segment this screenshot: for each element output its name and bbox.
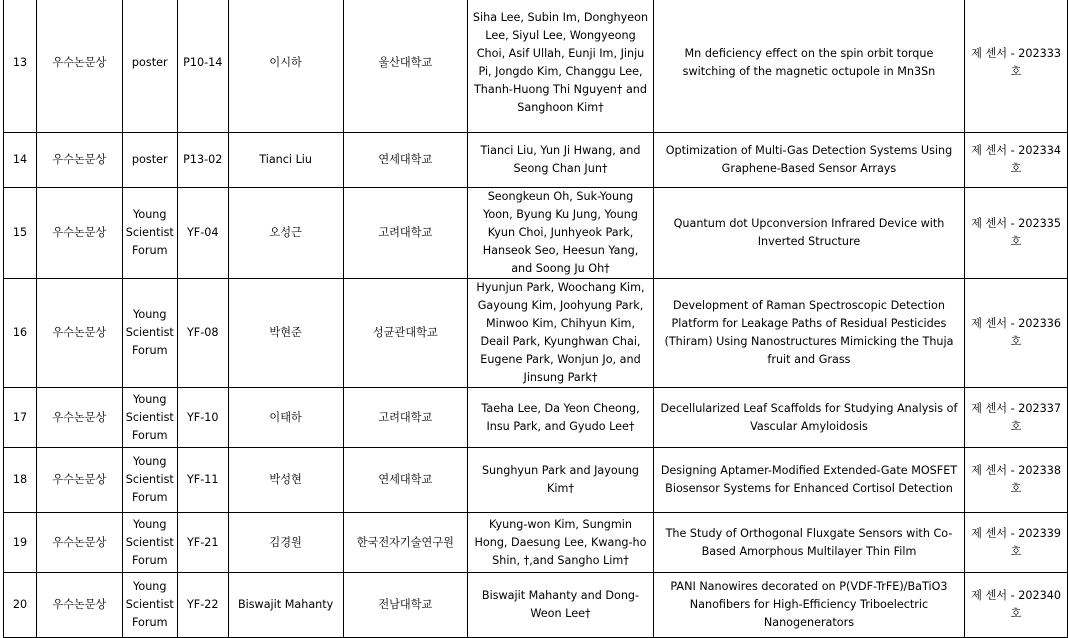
table-row — [4, 513, 1068, 573]
affiliation: 연세대학교 — [343, 133, 468, 188]
table-row — [4, 188, 1068, 279]
category: Young Scientist Forum — [122, 279, 177, 388]
table-row — [4, 448, 1068, 513]
award-type: 우수논문상 — [36, 0, 122, 133]
authors: Hyunjun Park, Woochang Kim, Gayoung Kim, Joohyung Park, Minwoo Kim, Chihyun Kim, Deail Park, Kyunghwan Chai, Eugene Park, Wonjun Jo, and Jinsung Park† — [468, 279, 654, 388]
row-number: 15 — [4, 188, 37, 279]
presenter-name: Biswajit Mahanty — [228, 573, 343, 638]
row-number: 13 — [4, 0, 37, 133]
authors: Kyung-won Kim, Sungmin Hong, Daesung Lee, Kwang-ho Shin, †,and Sangho Lim† — [468, 513, 654, 573]
award-type: 우수논문상 — [36, 388, 122, 448]
category: Young Scientist Forum — [122, 573, 177, 638]
registration-number: 제 센서 - 202338 호 — [965, 448, 1068, 513]
award-type: 우수논문상 — [36, 448, 122, 513]
awards-table-body — [4, 0, 1068, 638]
row-number: 19 — [4, 513, 37, 573]
category: Young Scientist Forum — [122, 188, 177, 279]
presenter-name: 오성근 — [228, 188, 343, 279]
category: Young Scientist Forum — [122, 448, 177, 513]
row-number: 18 — [4, 448, 37, 513]
authors: Tianci Liu, Yun Ji Hwang, and Seong Chan Jun† — [468, 133, 654, 188]
affiliation: 연세대학교 — [343, 448, 468, 513]
award-type: 우수논문상 — [36, 188, 122, 279]
table-row — [4, 573, 1068, 638]
paper-title: Decellularized Leaf Scaffolds for Studying Analysis of Vascular Amyloidosis — [653, 388, 964, 448]
table-row — [4, 279, 1068, 388]
registration-number: 제 센서 - 202336 호 — [965, 279, 1068, 388]
presenter-name: Tianci Liu — [228, 133, 343, 188]
presentation-code: P10-14 — [177, 0, 228, 133]
registration-number: 제 센서 - 202334 호 — [965, 133, 1068, 188]
authors: Seongkeun Oh, Suk-Young Yoon, Byung Ku Jung, Young Kyun Choi, Junhyeok Park, Hanseok Seo, Heesun Yang, and Soong Ju Oh† — [468, 188, 654, 279]
presenter-name: 이시하 — [228, 0, 343, 133]
award-type: 우수논문상 — [36, 279, 122, 388]
authors: Sunghyun Park and Jayoung Kim† — [468, 448, 654, 513]
affiliation: 고려대학교 — [343, 388, 468, 448]
presentation-code: YF-10 — [177, 388, 228, 448]
registration-number: 제 센서 - 202335 호 — [965, 188, 1068, 279]
category: poster — [122, 0, 177, 133]
presenter-name: 이태하 — [228, 388, 343, 448]
registration-number: 제 센서 - 202337 호 — [965, 388, 1068, 448]
registration-number: 제 센서 - 202340 호 — [965, 573, 1068, 638]
row-number: 17 — [4, 388, 37, 448]
affiliation: 고려대학교 — [343, 188, 468, 279]
presentation-code: YF-21 — [177, 513, 228, 573]
category: Young Scientist Forum — [122, 513, 177, 573]
authors: Biswajit Mahanty and Dong-Weon Lee† — [468, 573, 654, 638]
row-number: 20 — [4, 573, 37, 638]
paper-title: Development of Raman Spectroscopic Detection Platform for Leakage Paths of Residual Pesticides (Thiram) Using Nanostructures Mimicking the Thuja fruit and Grass — [653, 279, 964, 388]
paper-title: Quantum dot Upconversion Infrared Device with Inverted Structure — [653, 188, 964, 279]
affiliation: 성균관대학교 — [343, 279, 468, 388]
presentation-code: YF-22 — [177, 573, 228, 638]
affiliation: 울산대학교 — [343, 0, 468, 133]
affiliation: 한국전자기술연구원 — [343, 513, 468, 573]
presenter-name: 박현준 — [228, 279, 343, 388]
row-number: 14 — [4, 133, 37, 188]
award-type: 우수논문상 — [36, 513, 122, 573]
awards-table — [3, 0, 1068, 638]
award-type: 우수논문상 — [36, 573, 122, 638]
paper-title: The Study of Orthogonal Fluxgate Sensors with Co-Based Amorphous Multilayer Thin Film — [653, 513, 964, 573]
table-row — [4, 0, 1068, 133]
presenter-name: 박성현 — [228, 448, 343, 513]
paper-title: Designing Aptamer-Modified Extended-Gate MOSFET Biosensor Systems for Enhanced Cortisol Detection — [653, 448, 964, 513]
affiliation: 전남대학교 — [343, 573, 468, 638]
award-type: 우수논문상 — [36, 133, 122, 188]
registration-number: 제 센서 - 202339 호 — [965, 513, 1068, 573]
presentation-code: YF-08 — [177, 279, 228, 388]
presentation-code: YF-04 — [177, 188, 228, 279]
paper-title: PANI Nanowires decorated on P(VDF-TrFE)/BaTiO3 Nanofibers for High-Efficiency Triboelectric Nanogenerators — [653, 573, 964, 638]
presentation-code: P13-02 — [177, 133, 228, 188]
authors: Taeha Lee, Da Yeon Cheong, Insu Park, and Gyudo Lee† — [468, 388, 654, 448]
category: poster — [122, 133, 177, 188]
paper-title: Mn deficiency effect on the spin orbit torque switching of the magnetic octupole in Mn3Sn — [653, 0, 964, 133]
authors: Siha Lee, Subin Im, Donghyeon Lee, Siyul Lee, Wongyeong Choi, Asif Ullah, Eunji Im, Jinju Pi, Jongdo Kim, Changgu Lee, Thanh-Huong Thi Nguyen† and Sanghoon Kim† — [468, 0, 654, 133]
presenter-name: 김경원 — [228, 513, 343, 573]
registration-number: 제 센서 - 202333 호 — [965, 0, 1068, 133]
category: Young Scientist Forum — [122, 388, 177, 448]
table-row — [4, 388, 1068, 448]
table-row — [4, 133, 1068, 188]
presentation-code: YF-11 — [177, 448, 228, 513]
paper-title: Optimization of Multi-Gas Detection Systems Using Graphene-Based Sensor Arrays — [653, 133, 964, 188]
row-number: 16 — [4, 279, 37, 388]
